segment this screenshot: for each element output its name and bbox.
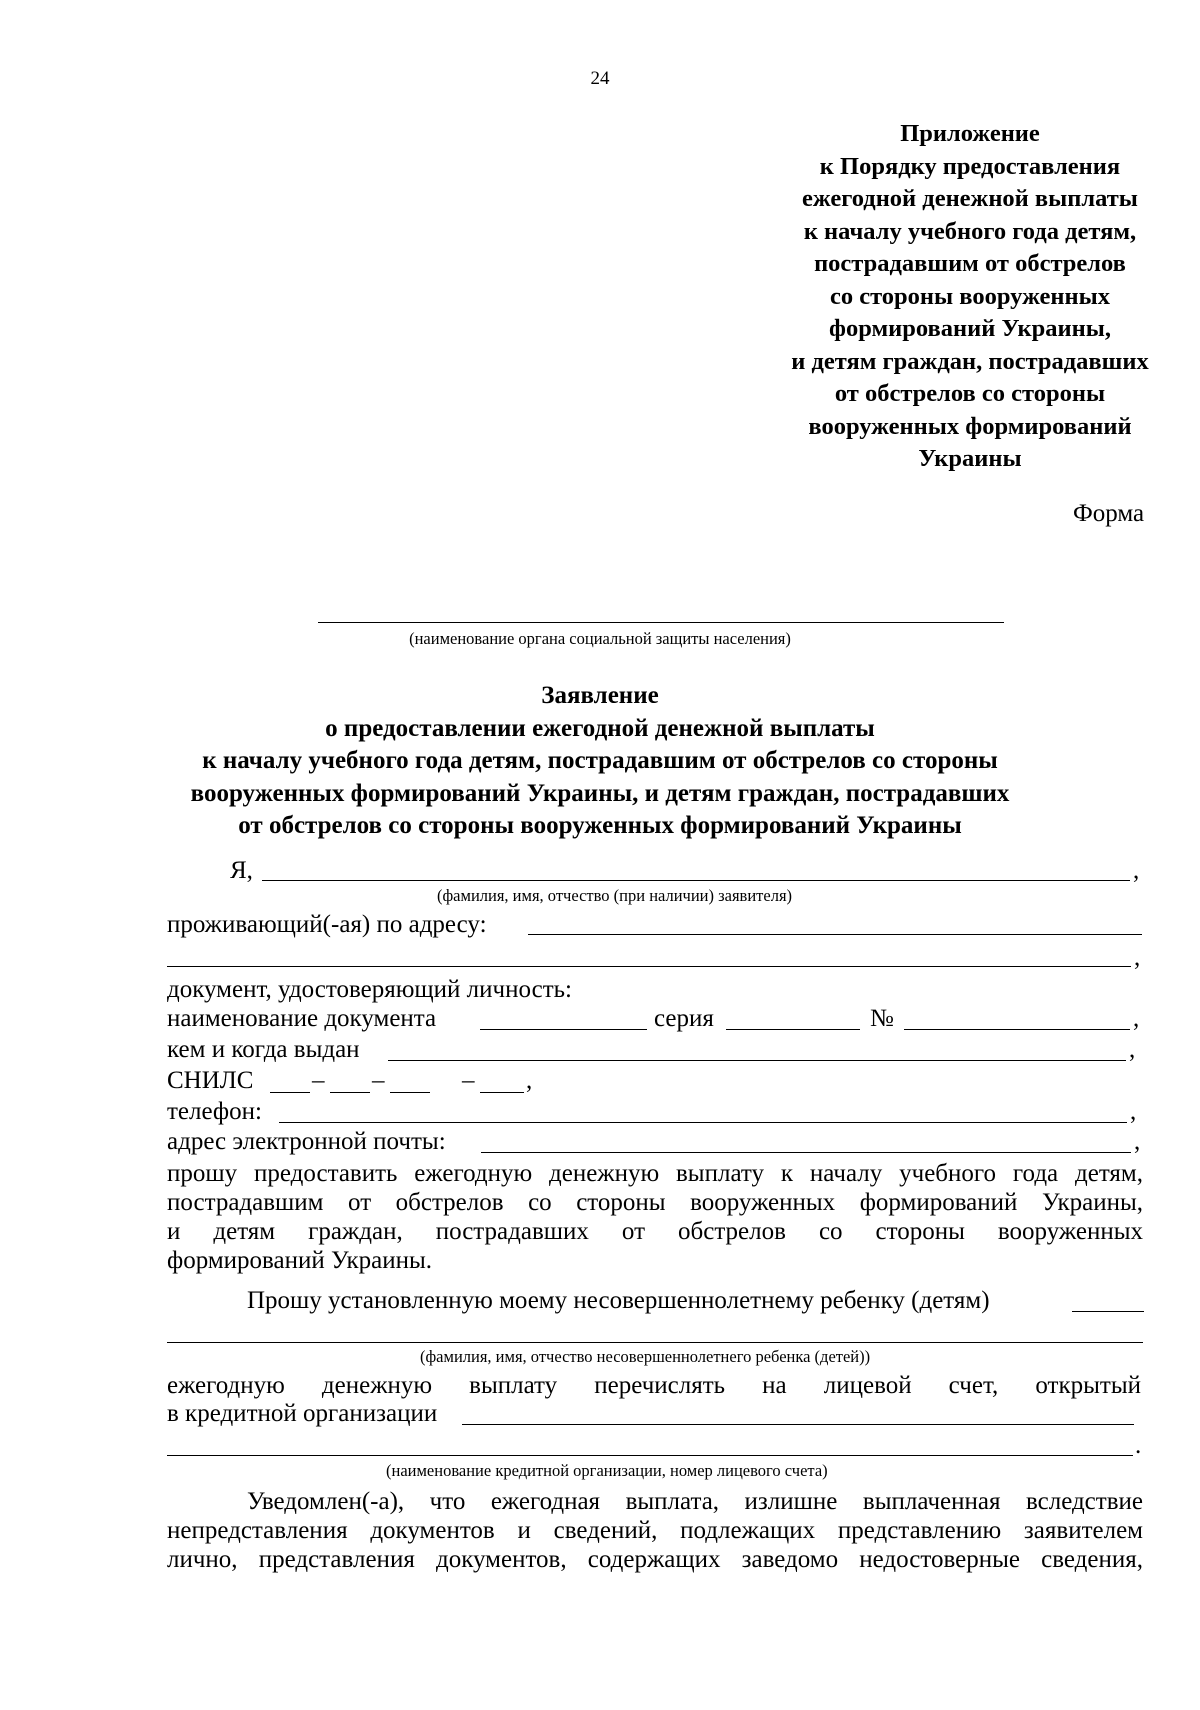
title-line: о предоставлении ежегодной денежной выплаты [325, 714, 875, 742]
appendix-line: и детям граждан, пострадавших [791, 347, 1149, 375]
credit-org-period: . [1135, 1432, 1142, 1459]
notice-line: Уведомлен(-а), что ежегодная выплата, излишне выплаченная вследствие [247, 1488, 1143, 1515]
appendix-line: к Порядку предоставления [819, 152, 1121, 180]
appendix-line: Украины [918, 445, 1022, 472]
appendix-line: вооруженных формирований [808, 412, 1132, 440]
series-line[interactable] [726, 1029, 860, 1030]
child-text: Прошу установленную моему несовершеннолетнему ребенку (детям) [247, 1287, 990, 1314]
form-label: Форма [1073, 500, 1145, 527]
doc-name-label: наименование документа [167, 1005, 437, 1032]
snils-part-2[interactable] [330, 1092, 370, 1093]
email-line[interactable] [481, 1152, 1131, 1153]
child-line-1[interactable] [1072, 1311, 1144, 1312]
child-hint: (фамилия, имя, отчество несовершеннолетнего ребенка (детей)) [420, 1347, 871, 1366]
email-comma: , [1134, 1128, 1141, 1155]
title-line: вооруженных формирований Украины, и детям граждан, пострадавших [190, 779, 1010, 807]
request-line: прошу предоставить ежегодную денежную выплату к началу учебного года детям, [167, 1160, 1143, 1187]
fio-comma: , [1133, 857, 1140, 884]
snils-part-1[interactable] [270, 1092, 310, 1093]
request-paragraph [167, 1159, 1143, 1275]
snils-dash: – [312, 1067, 325, 1094]
appendix-line: Приложение [900, 120, 1040, 147]
snils-comma: , [526, 1067, 533, 1094]
snils-dash: – [462, 1067, 475, 1094]
series-label: серия [654, 1005, 714, 1032]
address-comma: , [1134, 944, 1141, 971]
request-line: формирований Украины. [167, 1247, 433, 1274]
number-line[interactable] [904, 1029, 1130, 1030]
phone-comma: , [1130, 1098, 1137, 1125]
issued-line[interactable] [388, 1060, 1126, 1061]
notice-paragraph [167, 1487, 1143, 1574]
request-line: и детям граждан, пострадавших от обстрелов со стороны вооруженных [167, 1218, 1143, 1245]
child-line-2[interactable] [167, 1342, 1143, 1343]
address-line-2[interactable] [167, 966, 1131, 967]
number-label: № [870, 1005, 894, 1032]
credit-org-hint: (наименование кредитной организации, номер лицевого счета) [386, 1461, 828, 1480]
appendix-line: ежегодной денежной выплаты [802, 185, 1138, 212]
issued-label: кем и когда выдан [167, 1036, 360, 1063]
title-line: к началу учебного года детям, пострадавшим от обстрелов со стороны [202, 747, 998, 774]
appendix-header [700, 118, 1200, 476]
page-number: 24 [590, 68, 610, 89]
fio-line[interactable] [262, 880, 1130, 881]
notice-line: непредставления документов и сведений, подлежащих представлению заявителем [167, 1517, 1143, 1544]
statement-title [0, 680, 1200, 843]
request-line: пострадавшим от обстрелов со стороны вооруженных формирований Украины, [167, 1189, 1143, 1216]
fio-hint: (фамилия, имя, отчество (при наличии) заявителя) [437, 886, 793, 905]
payment-paragraph [167, 1371, 1141, 1400]
title-line: от обстрелов со стороны вооруженных формирований Украины [238, 812, 962, 839]
phone-line[interactable] [279, 1122, 1127, 1123]
email-label: адрес электронной почты: [167, 1128, 446, 1155]
authority-line[interactable] [318, 622, 1004, 623]
snils-part-3[interactable] [390, 1092, 430, 1093]
snils-part-4[interactable] [480, 1092, 524, 1093]
doc-name-line[interactable] [480, 1029, 647, 1030]
payment-line: ежегодную денежную выплату перечислять на лицевой счет, открытый [167, 1372, 1141, 1399]
issued-comma: , [1129, 1036, 1136, 1063]
credit-org-line-2[interactable] [167, 1455, 1133, 1456]
snils-label: СНИЛС [167, 1067, 254, 1094]
notice-line: лично, представления документов, содержащих заведомо недостоверные сведения, [167, 1546, 1143, 1573]
doc-label: документ, удостоверяющий личность: [167, 976, 572, 1003]
credit-org-line-1[interactable] [462, 1424, 1134, 1425]
credit-org-label: в кредитной организации [167, 1400, 438, 1427]
number-comma: , [1133, 1005, 1140, 1032]
appendix-line: к началу учебного года детям, [803, 217, 1137, 245]
appendix-line: со стороны вооруженных [829, 282, 1111, 310]
authority-hint: (наименование органа социальной защиты населения) [409, 629, 791, 648]
ya-label: Я, [230, 857, 253, 884]
snils-dash: – [372, 1067, 385, 1094]
address-line-1[interactable] [528, 934, 1142, 935]
appendix-line: пострадавшим от обстрелов [814, 250, 1126, 277]
title-line: Заявление [541, 682, 659, 709]
appendix-line: формирований Украины, [829, 315, 1111, 342]
address-label: проживающий(-ая) по адресу: [167, 911, 487, 938]
appendix-line: от обстрелов со стороны [834, 380, 1106, 407]
phone-label: телефон: [167, 1098, 262, 1125]
